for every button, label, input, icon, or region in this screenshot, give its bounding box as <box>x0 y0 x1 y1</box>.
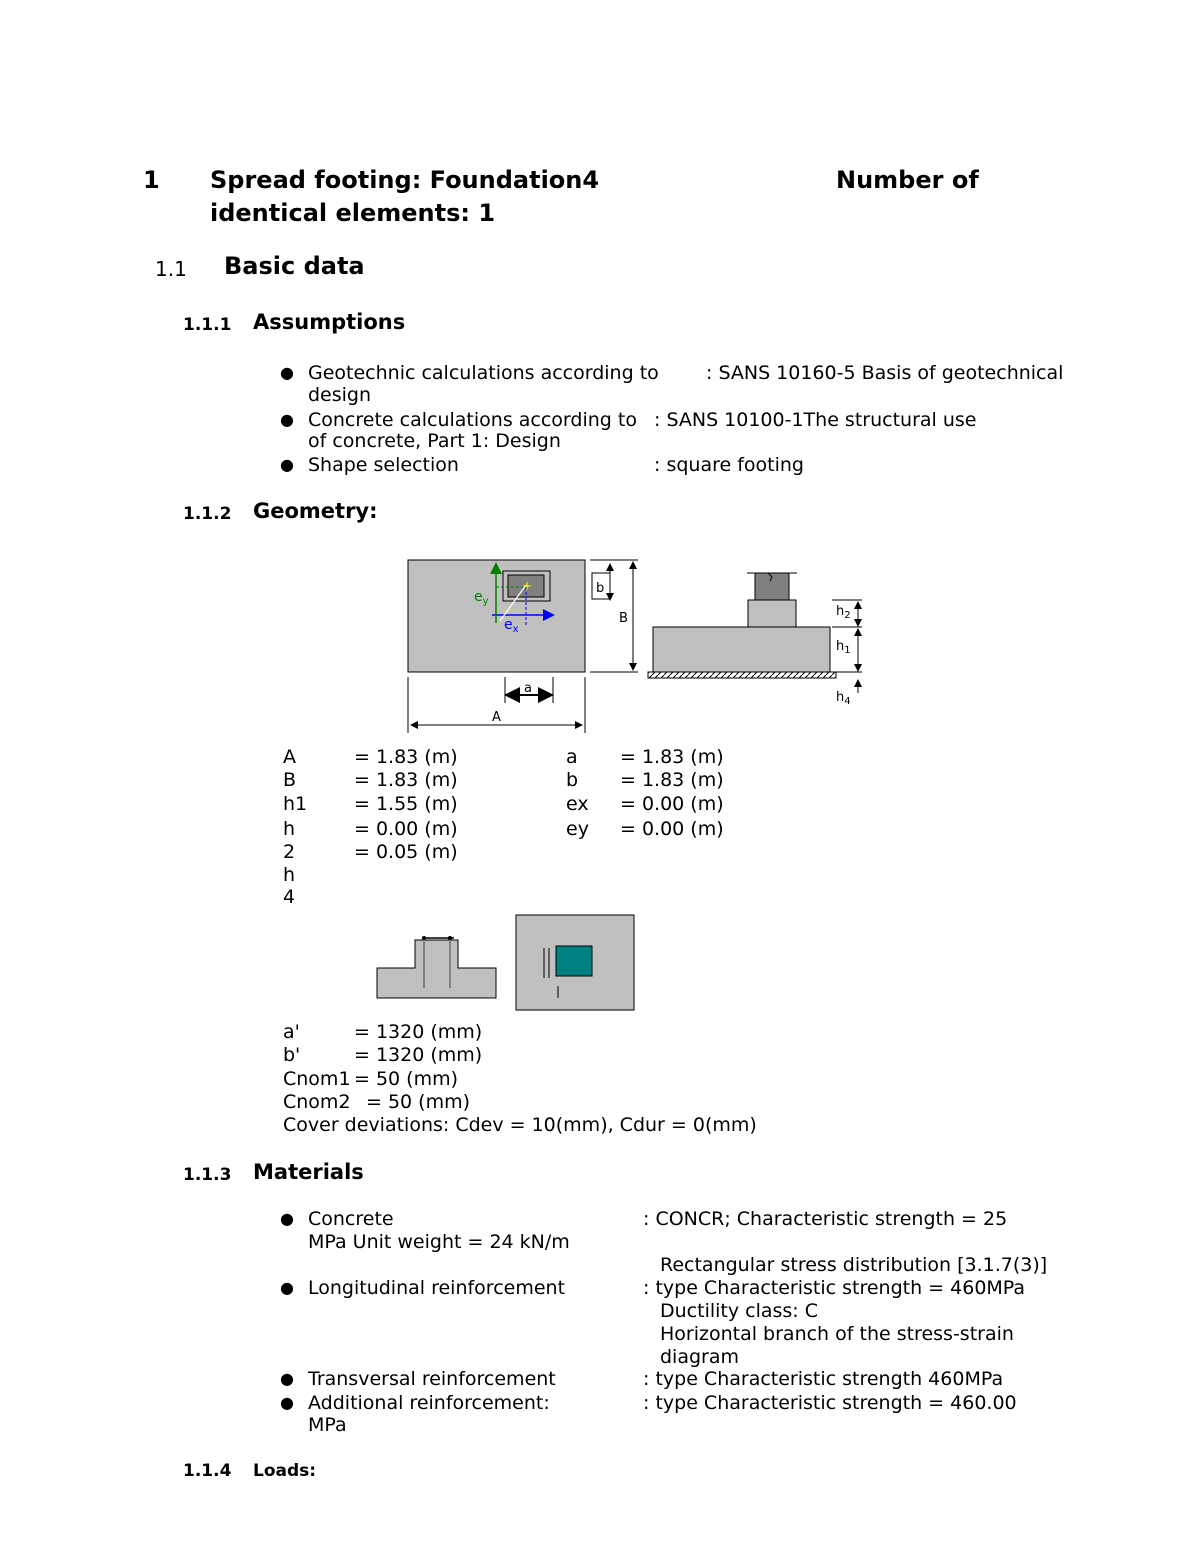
section-number-assumptions: 1.1.1 <box>183 315 232 335</box>
geom-value-B: = 1.83 (m) <box>354 769 458 791</box>
assumption-value-concrete: : SANS 10100-1The structural use <box>654 409 977 431</box>
bullet-icon: ● <box>280 1393 294 1412</box>
cover-deviations: Cover deviations: Cdev = 10(mm), Cdur = 0(mm) <box>283 1114 757 1136</box>
material-value-transversal: : type Characteristic strength 460MPa <box>643 1368 1004 1390</box>
material-label-transversal: Transversal reinforcement <box>308 1368 556 1390</box>
section-title-geometry: Geometry: <box>253 499 378 523</box>
soil-hatch <box>648 672 836 678</box>
geom-name-b: b <box>566 769 579 791</box>
geom-name-ex: ex <box>566 793 589 815</box>
bullet-icon: ● <box>280 410 294 429</box>
section-title-materials: Materials <box>253 1160 364 1184</box>
assumption-value-geotechnic: : SANS 10160-5 Basis of geotechnical <box>706 362 1064 384</box>
assumption-cont-geotechnic: design <box>308 384 372 406</box>
section-number-geometry: 1.1.2 <box>183 504 232 524</box>
column-rebar-plan <box>556 946 592 976</box>
bullet-icon: ● <box>280 1209 294 1228</box>
cover-name-b-prime: b' <box>283 1044 301 1066</box>
footing-geometry-diagram <box>400 555 870 735</box>
cover-name-cnom2: Cnom2 <box>283 1091 351 1113</box>
material-value-additional: : type Characteristic strength = 460.00 <box>643 1392 1017 1414</box>
bullet-icon: ● <box>280 363 294 382</box>
material-label-concrete: Concrete <box>308 1208 394 1230</box>
b-label: b <box>596 581 605 596</box>
section-number-loads: 1.1.4 <box>183 1461 232 1481</box>
material-value-concrete: : CONCR; Characteristic strength = 25 <box>643 1208 1008 1230</box>
h4-label: $h_4$ <box>836 690 851 707</box>
material-concrete-stress: Rectangular stress distribution [3.1.7(3)] <box>660 1254 1048 1276</box>
geom-value-a: = 1.83 (m) <box>620 746 724 768</box>
section-number-materials: 1.1.3 <box>183 1165 232 1185</box>
assumption-value-shape: : square footing <box>654 454 804 476</box>
h1-label: $h_1$ <box>836 639 851 656</box>
section-title-loads: Loads: <box>253 1461 317 1481</box>
section-number-1: 1 <box>143 166 160 194</box>
cover-name-cnom1: Cnom1 <box>283 1068 351 1090</box>
material-label-additional: Additional reinforcement: <box>308 1392 550 1414</box>
section-title-1: Spread footing: Foundation4 <box>210 166 600 194</box>
section-title-basic-data: Basic data <box>224 252 365 280</box>
cover-value-cnom1: = 50 (mm) <box>354 1068 459 1090</box>
geom-name-4: 4 <box>283 886 296 908</box>
assumption-label-geotechnic: Geotechnic calculations according to <box>308 362 659 384</box>
geom-name-h-2: h <box>283 864 296 886</box>
section-title-1-right: Number of <box>836 166 979 194</box>
bullet-icon: ● <box>280 455 294 474</box>
footing-side-section <box>377 940 496 998</box>
material-additional-cont: MPa <box>308 1414 347 1436</box>
section-number-1-1: 1.1 <box>155 257 187 281</box>
B-label: B <box>619 611 628 626</box>
assumption-label-shape: Shape selection <box>308 454 459 476</box>
material-ductility: Ductility class: C <box>660 1300 819 1322</box>
material-branch: Horizontal branch of the stress-strain <box>660 1323 1014 1345</box>
material-branch-cont: diagram <box>660 1346 740 1368</box>
geom-value-h4: = 0.05 (m) <box>354 841 458 863</box>
geom-value-h2: = 0.00 (m) <box>354 818 458 840</box>
geom-value-ey: = 0.00 (m) <box>620 818 724 840</box>
section-title-1-line2: identical elements: 1 <box>210 199 496 227</box>
geom-value-h1: = 1.55 (m) <box>354 793 458 815</box>
cover-value-b-prime: = 1320 (mm) <box>354 1044 483 1066</box>
material-label-longitudinal: Longitudinal reinforcement <box>308 1277 566 1299</box>
reinforcement-diagram <box>370 910 640 1014</box>
geom-name-A: A <box>283 746 296 768</box>
a-label: a <box>524 681 532 696</box>
bullet-icon: ● <box>280 1369 294 1388</box>
h2-label: $h_2$ <box>836 604 851 621</box>
geom-value-A: = 1.83 (m) <box>354 746 458 768</box>
geom-name-ey: ey <box>566 818 589 840</box>
svg-text:+: + <box>522 579 533 593</box>
bullet-icon: ● <box>280 1278 294 1297</box>
material-value-longitudinal: : type Characteristic strength = 460MPa <box>643 1277 1026 1299</box>
cover-name-a-prime: a' <box>283 1021 300 1043</box>
assumption-label-concrete: Concrete calculations according to <box>308 409 637 431</box>
ey-label: $e_y$ <box>474 589 489 607</box>
geom-value-ex: = 0.00 (m) <box>620 793 724 815</box>
pedestal-section <box>748 600 796 627</box>
cover-value-cnom2: = 50 (mm) <box>366 1091 471 1113</box>
geom-name-h1: h1 <box>283 793 308 815</box>
section-title-assumptions: Assumptions <box>253 310 406 334</box>
ex-label: $e_x$ <box>504 617 519 635</box>
geom-value-b: = 1.83 (m) <box>620 769 724 791</box>
A-label: A <box>492 710 501 725</box>
material-concrete-unit-weight: MPa Unit weight = 24 kN/m <box>308 1231 570 1253</box>
footing-section <box>653 627 830 672</box>
geom-name-h: h <box>283 818 296 840</box>
geom-name-B: B <box>283 769 297 791</box>
geom-name-a: a <box>566 746 578 768</box>
cover-value-a-prime: = 1320 (mm) <box>354 1021 483 1043</box>
geom-name-2: 2 <box>283 841 296 863</box>
assumption-cont-concrete: of concrete, Part 1: Design <box>308 430 561 452</box>
